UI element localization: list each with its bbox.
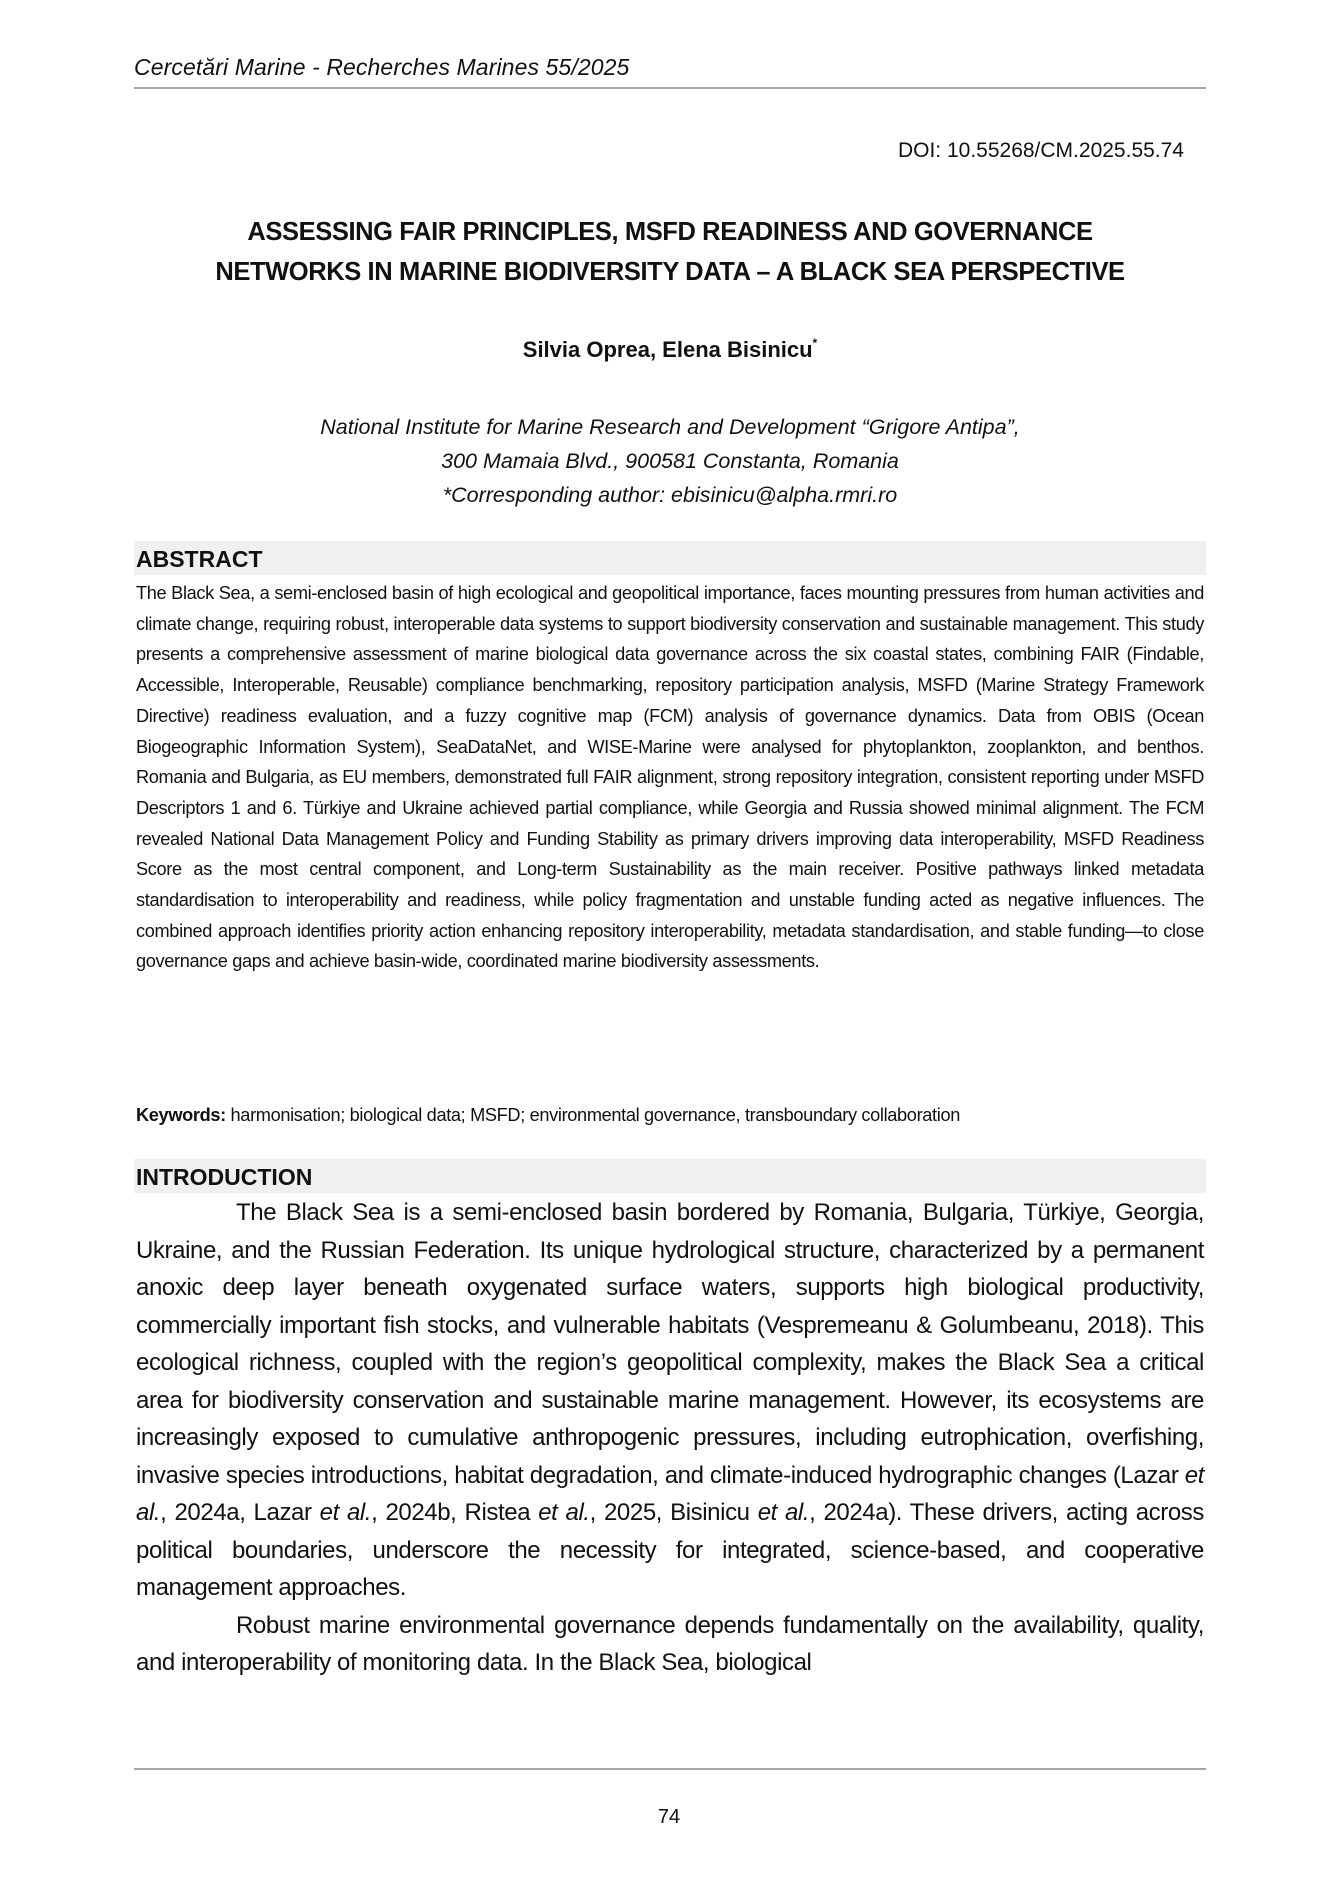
intro-text-segment: , 2024b, Ristea: [371, 1499, 539, 1526]
abstract-heading: ABSTRACT: [134, 541, 1206, 575]
introduction-body: [136, 1194, 1204, 1682]
affiliation-institution: National Institute for Marine Research and Development “Grigore Antipa”,: [320, 415, 1020, 439]
keywords-line: [136, 1100, 1206, 1130]
keywords-label: Keywords:: [136, 1105, 226, 1125]
intro-text-segment: , 2025, Bisinicu: [589, 1499, 758, 1526]
affiliation-block: [134, 410, 1206, 512]
title-line-1: ASSESSING FAIR PRINCIPLES, MSFD READINESS AND GOVERNANCE: [247, 218, 1093, 246]
page-number: 74: [657, 1806, 681, 1828]
doi-link[interactable]: DOI: 10.55268/CM.2025.55.74: [897, 139, 1184, 162]
footer-divider: [134, 1768, 1206, 1770]
intro-text-segment: , 2024a). These drivers, acting across political boundaries, underscore the necessity for integrated, science-based, and cooperative management approaches.: [136, 1499, 1204, 1601]
header-divider: [134, 87, 1206, 89]
affiliation-address: 300 Mamaia Blvd., 900581 Constanta, Romania: [441, 449, 899, 473]
introduction-heading: INTRODUCTION: [134, 1159, 1206, 1193]
author-list: [134, 336, 1206, 363]
keywords-list: harmonisation; biological data; MSFD; environmental governance, transboundary collaboration: [225, 1105, 960, 1125]
intro-text-segment: , 2024a, Lazar: [160, 1499, 320, 1526]
article-title: [134, 212, 1206, 292]
citation-etal: et al.: [538, 1499, 590, 1526]
abstract-text: The Black Sea, a semi-enclosed basin of high ecological and geopolitical importance, faces mounting pressures from human activities and climate change, requiring robust, interoperable data systems to support biodiversity conservation and sustainable management. This study presents a comprehensive assessment of marine biological data governance across the six coastal states, combining FAIR (Findable, Accessible, Interoperable, Reusable) compliance benchmarking, repository participation analysis, MSFD (Marine Strategy Framework Directive) readiness evaluation, and a fuzzy cognitive map (FCM) analysis of governance dynamics. Data from OBIS (Ocean Biogeographic Information System), SeaDataNet, and WISE-Marine were analysed for phytoplankton, zooplankton, and benthos. Romania and Bulgaria, as EU members, demonstrated full FAIR alignment, strong repository integration, consistent reporting under MSFD Descriptors 1 and 6. Türkiye and Ukraine achieved partial compliance, while Georgia and Russia showed minimal alignment. The FCM revealed National Data Management Policy and Funding Stability as primary drivers improving data interoperability, MSFD Readiness Score as the most central component, and Long-term Sustainability as the main receiver. Positive pathways linked metadata standardisation to interoperability and readiness, while policy fragmentation and unstable funding acted as negative influences. The combined approach identifies priority action enhancing repository interoperability, metadata standardisation, and stable funding—to close governance gaps and achieve basin-wide, coordinated marine biodiversity assessments.: [136, 583, 1204, 972]
citation-etal: et al.: [319, 1499, 372, 1526]
citation-etal: et al.: [136, 1461, 1204, 1526]
abstract-body: [136, 578, 1204, 977]
corresponding-author-email[interactable]: *Corresponding author: ebisinicu@alpha.rmri.ro: [442, 483, 898, 507]
citation-etal: et al.: [757, 1499, 810, 1526]
intro-text-segment: The Black Sea is a semi-enclosed basin bordered by Romania, Bulgaria, Türkiye, Georgia, Ukraine, and the Russian Federation. Its unique hydrological structure, characterized by a permanent anoxic deep layer beneath oxygenated surface waters, supports high biological productivity, commercially important fish stocks, and vulnerable habitats (Vespremeanu & Golumbeanu, 2018). This ecological richness, coupled with the region’s geopolitical complexity, makes the Black Sea a critical area for biodiversity conservation and sustainable marine management. However, its ecosystems are increasingly exposed to cumulative anthropogenic pressures, including eutrophication, overfishing, invasive species introductions, habitat degradation, and climate-induced hydrographic changes (Lazar: [136, 1199, 1204, 1489]
corresponding-author-mark: *: [812, 336, 818, 350]
title-line-2: NETWORKS IN MARINE BIODIVERSITY DATA – A BLACK SEA PERSPECTIVE: [215, 258, 1125, 286]
introduction-paragraph-2: Robust marine environmental governance depends fundamentally on the availability, quality, and interoperability of monitoring data. In the Black Sea, biological: [136, 1611, 1204, 1676]
authors-text: Silvia Oprea, Elena Bisinicu: [522, 337, 813, 362]
introduction-paragraph-1: [136, 1194, 1204, 1607]
running-header-journal: Cercetări Marine - Recherches Marines 55/2025: [134, 54, 630, 80]
